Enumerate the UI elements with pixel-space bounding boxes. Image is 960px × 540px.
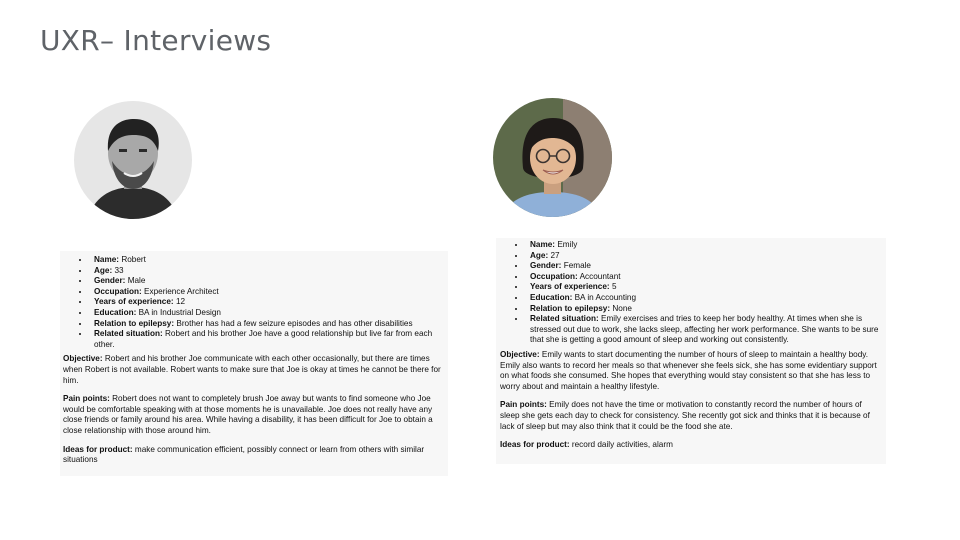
person-photo-robert-icon: [74, 101, 192, 219]
emily-persona-card: [496, 238, 886, 464]
robert-pain-points: Pain points: Robert does not want to completely brush Joe away but wants to find someone who Joe would be comfortable speaking with at those moments he is unavailable. Joe does not really have any close friends or family around his area. While having a disability, it has been difficult for Joe to obtain a close relationship with those around him.: [63, 394, 433, 435]
list-item: • Relation to epilepsy: None: [526, 304, 886, 315]
list-item: • Name: Robert: [90, 255, 448, 266]
list-item: • Education: BA in Accounting: [526, 293, 886, 304]
robert-product-ideas: Ideas for product: make communication efficient, possibly connect or learn from others with similar situations: [63, 444, 425, 465]
list-item: • Education: BA in Industrial Design: [90, 308, 448, 319]
list-item: • Related situation: Emily exercises and tries to keep her body healthy. At times when she is stressed out due to work, she lacks sleep, affecting her work performance. She wants to be sure that she is getting a good amount of sleep and working out consistently.: [526, 314, 886, 346]
robert-objective: Objective: Robert and his brother Joe communicate with each other occasionally, but there are times when Robert is not available. Robert wants to make sure that Joe is okay at times he cannot be there for him.: [63, 354, 441, 385]
list-item: • Age: 27: [526, 251, 886, 262]
list-item: • Name: Emily: [526, 240, 886, 251]
emily-attribute-list: [496, 240, 886, 346]
list-item: • Years of experience: 5: [526, 282, 886, 293]
list-item: • Gender: Male: [90, 276, 448, 287]
list-item: • Occupation: Accountant: [526, 272, 886, 283]
list-item: • Related situation: Robert and his brother Joe have a good relationship but live far from each other.: [90, 329, 448, 350]
emily-objective: Objective: Emily wants to start documenting the number of hours of sleep to maintain a healthy body. Emily also wants to record her meals so that whenever she feels sick, she has some evidentiary support on what foods she consumed. She hopes that everything would stay consistent so that she has less to worry about and maintain a healthy lifestyle.: [500, 349, 877, 391]
emily-product-ideas: Ideas for product: record daily activities, alarm: [500, 440, 673, 450]
robert-attribute-list: [60, 255, 448, 350]
list-item: • Age: 33: [90, 266, 448, 277]
robert-persona-card: [60, 251, 448, 476]
list-item: • Relation to epilepsy: Brother has had a few seizure episodes and has other disabilities: [90, 319, 448, 330]
emily-avatar: [493, 98, 612, 217]
slide-title: UXR– Interviews: [40, 24, 272, 57]
list-item: • Occupation: Experience Architect: [90, 287, 448, 298]
list-item: • Years of experience: 12: [90, 297, 448, 308]
robert-avatar: [74, 101, 192, 219]
emily-pain-points: Pain points: Emily does not have the time or motivation to constantly record the number of hours of sleep she gets each day to check for consistency. She recently got sick and thinks that it is because of lack of sleep but may also think that it could be the food she ate.: [500, 400, 870, 431]
list-item: • Gender: Female: [526, 261, 886, 272]
person-photo-emily-icon: [493, 98, 612, 217]
